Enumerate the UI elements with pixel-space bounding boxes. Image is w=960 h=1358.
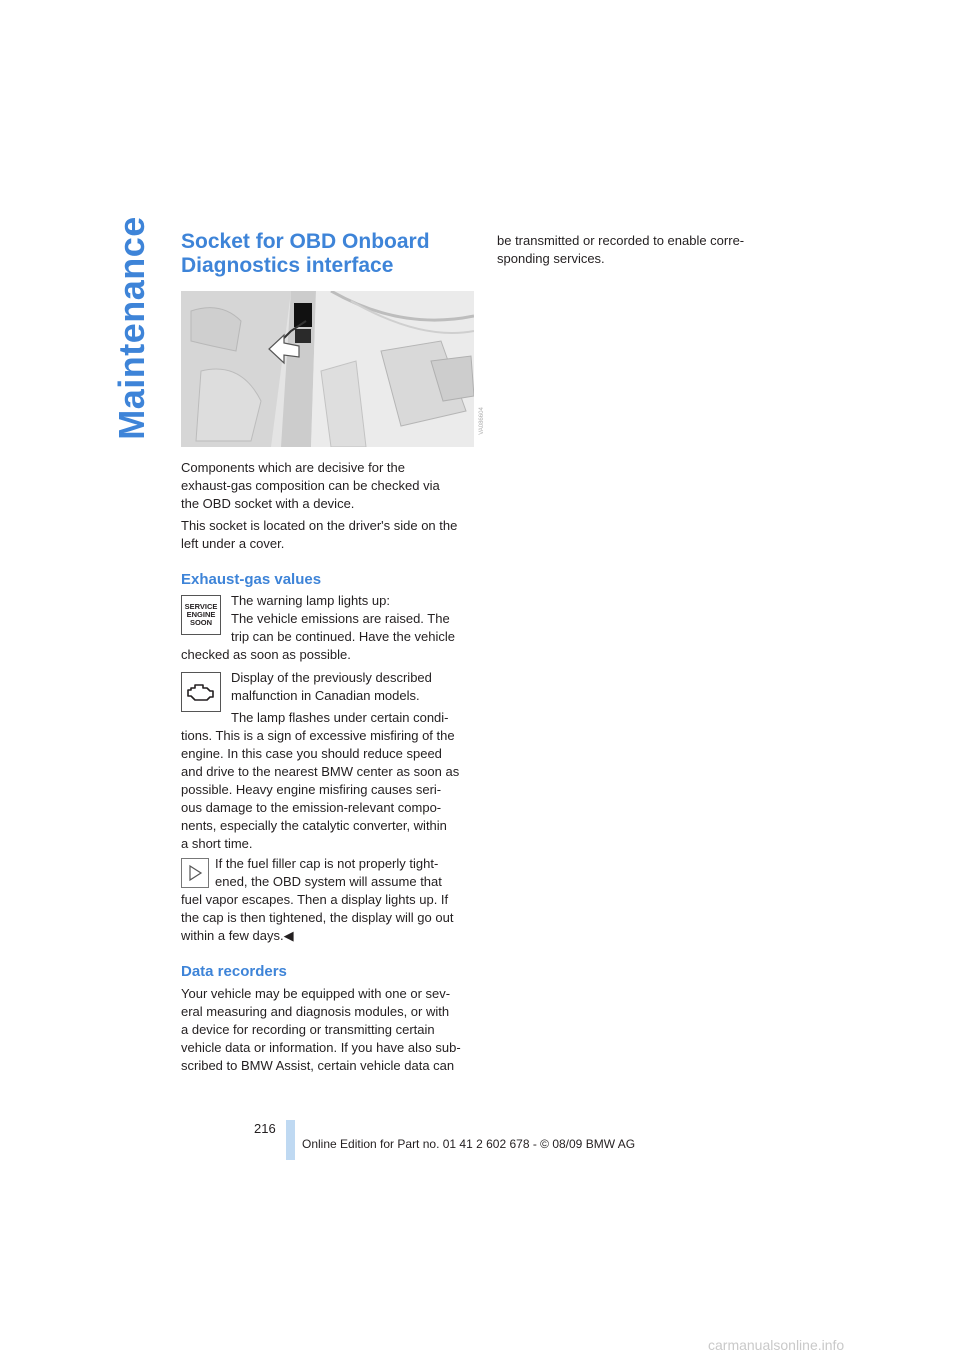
flashing-line: tions. This is a sign of excessive misfiring of the xyxy=(181,728,455,743)
note-line-text: within a few days. xyxy=(181,928,284,943)
note-line: ened, the OBD system will assume that xyxy=(215,874,442,889)
service-icon-line1: SERVICE xyxy=(184,602,218,611)
warning-line: The vehicle emissions are raised. The xyxy=(231,611,450,626)
chapter-side-tab xyxy=(111,216,152,440)
note-line: If the fuel filler cap is not properly tight- xyxy=(215,856,439,871)
intro-paragraph-1 xyxy=(181,459,481,513)
data-recorders-paragraph xyxy=(181,985,481,1075)
service-engine-soon-icon xyxy=(181,595,221,635)
warning-line: checked as soon as possible. xyxy=(181,647,351,662)
fuel-cap-note-cont xyxy=(181,891,481,945)
end-marker-icon: ◀ xyxy=(283,928,294,943)
chapter-label: Maintenance xyxy=(111,216,152,440)
footer-accent-bar xyxy=(286,1120,295,1160)
intro-paragraph-2 xyxy=(181,517,481,553)
flashing-line: The lamp flashes under certain condi- xyxy=(231,710,449,725)
data-recorders-continued xyxy=(497,232,797,268)
flashing-line: engine. In this case you should reduce speed xyxy=(181,746,442,761)
intro-line: Components which are decisive for the xyxy=(181,460,406,475)
note-line: the cap is then tightened, the display will go out xyxy=(181,910,454,925)
engine-outline-icon xyxy=(186,681,216,703)
intro-line: the OBD socket with a device. xyxy=(181,496,355,511)
intro-line: This socket is located on the driver's side on the xyxy=(181,518,458,533)
flashing-line: a short time. xyxy=(181,836,253,851)
note-line-last xyxy=(181,927,481,945)
warning-lamp-text xyxy=(231,592,481,646)
canadian-models-text xyxy=(231,669,481,705)
engine-warning-icon xyxy=(181,672,221,712)
play-triangle-icon xyxy=(186,863,204,883)
canadian-line: Display of the previously described xyxy=(231,670,432,685)
recorders-line: scribed to BMW Assist, certain vehicle data can xyxy=(181,1058,455,1073)
recorders-line: vehicle data or information. If you have also sub- xyxy=(181,1040,461,1055)
service-icon-line3: SOON xyxy=(189,618,213,627)
flashing-line: and drive to the nearest BMW center as soon as xyxy=(181,764,460,779)
flashing-line: possible. Heavy engine misfiring causes seri- xyxy=(181,782,442,797)
flashing-paragraph xyxy=(181,727,481,853)
obd-socket-figure xyxy=(181,291,474,447)
recorders-line: eral measuring and diagnosis modules, or with xyxy=(181,1004,450,1019)
section-title-line2: Diagnostics interface xyxy=(181,254,394,277)
obd-socket-illustration xyxy=(181,291,474,447)
recorders-line: be transmitted or recorded to enable corre- xyxy=(497,233,745,248)
recorders-line: Your vehicle may be equipped with one or sev- xyxy=(181,986,451,1001)
data-recorders-title: Data recorders xyxy=(181,963,287,980)
edition-footer: Online Edition for Part no. 01 41 2 602 678 - © 08/09 BMW AG xyxy=(302,1137,636,1151)
note-line: fuel vapor escapes. Then a display lights up. If xyxy=(181,892,449,907)
warning-line: trip can be continued. Have the vehicle xyxy=(231,629,456,644)
section-heading xyxy=(181,230,481,278)
service-icon-line2: ENGINE xyxy=(186,610,216,619)
warning-line: The warning lamp lights up: xyxy=(231,593,390,608)
flashing-line: ous damage to the emission-relevant compo- xyxy=(181,800,442,815)
figure-code: VA086604 xyxy=(479,407,485,435)
canadian-line: malfunction in Canadian models. xyxy=(231,688,420,703)
intro-line: left under a cover. xyxy=(181,536,285,551)
recorders-line: sponding services. xyxy=(497,251,605,266)
fuel-cap-note xyxy=(215,855,485,891)
intro-line: exhaust-gas composition can be checked via xyxy=(181,478,440,493)
section-title-line1: Socket for OBD Onboard xyxy=(181,230,430,253)
recorders-line: a device for recording or transmitting certain xyxy=(181,1022,435,1037)
exhaust-gas-title: Exhaust-gas values xyxy=(181,571,322,588)
site-watermark: carmanualsonline.info xyxy=(708,1337,845,1353)
page-number: 216 xyxy=(254,1121,276,1136)
flashing-line: nents, especially the catalytic converter, within xyxy=(181,818,447,833)
note-triangle-icon xyxy=(181,858,209,888)
